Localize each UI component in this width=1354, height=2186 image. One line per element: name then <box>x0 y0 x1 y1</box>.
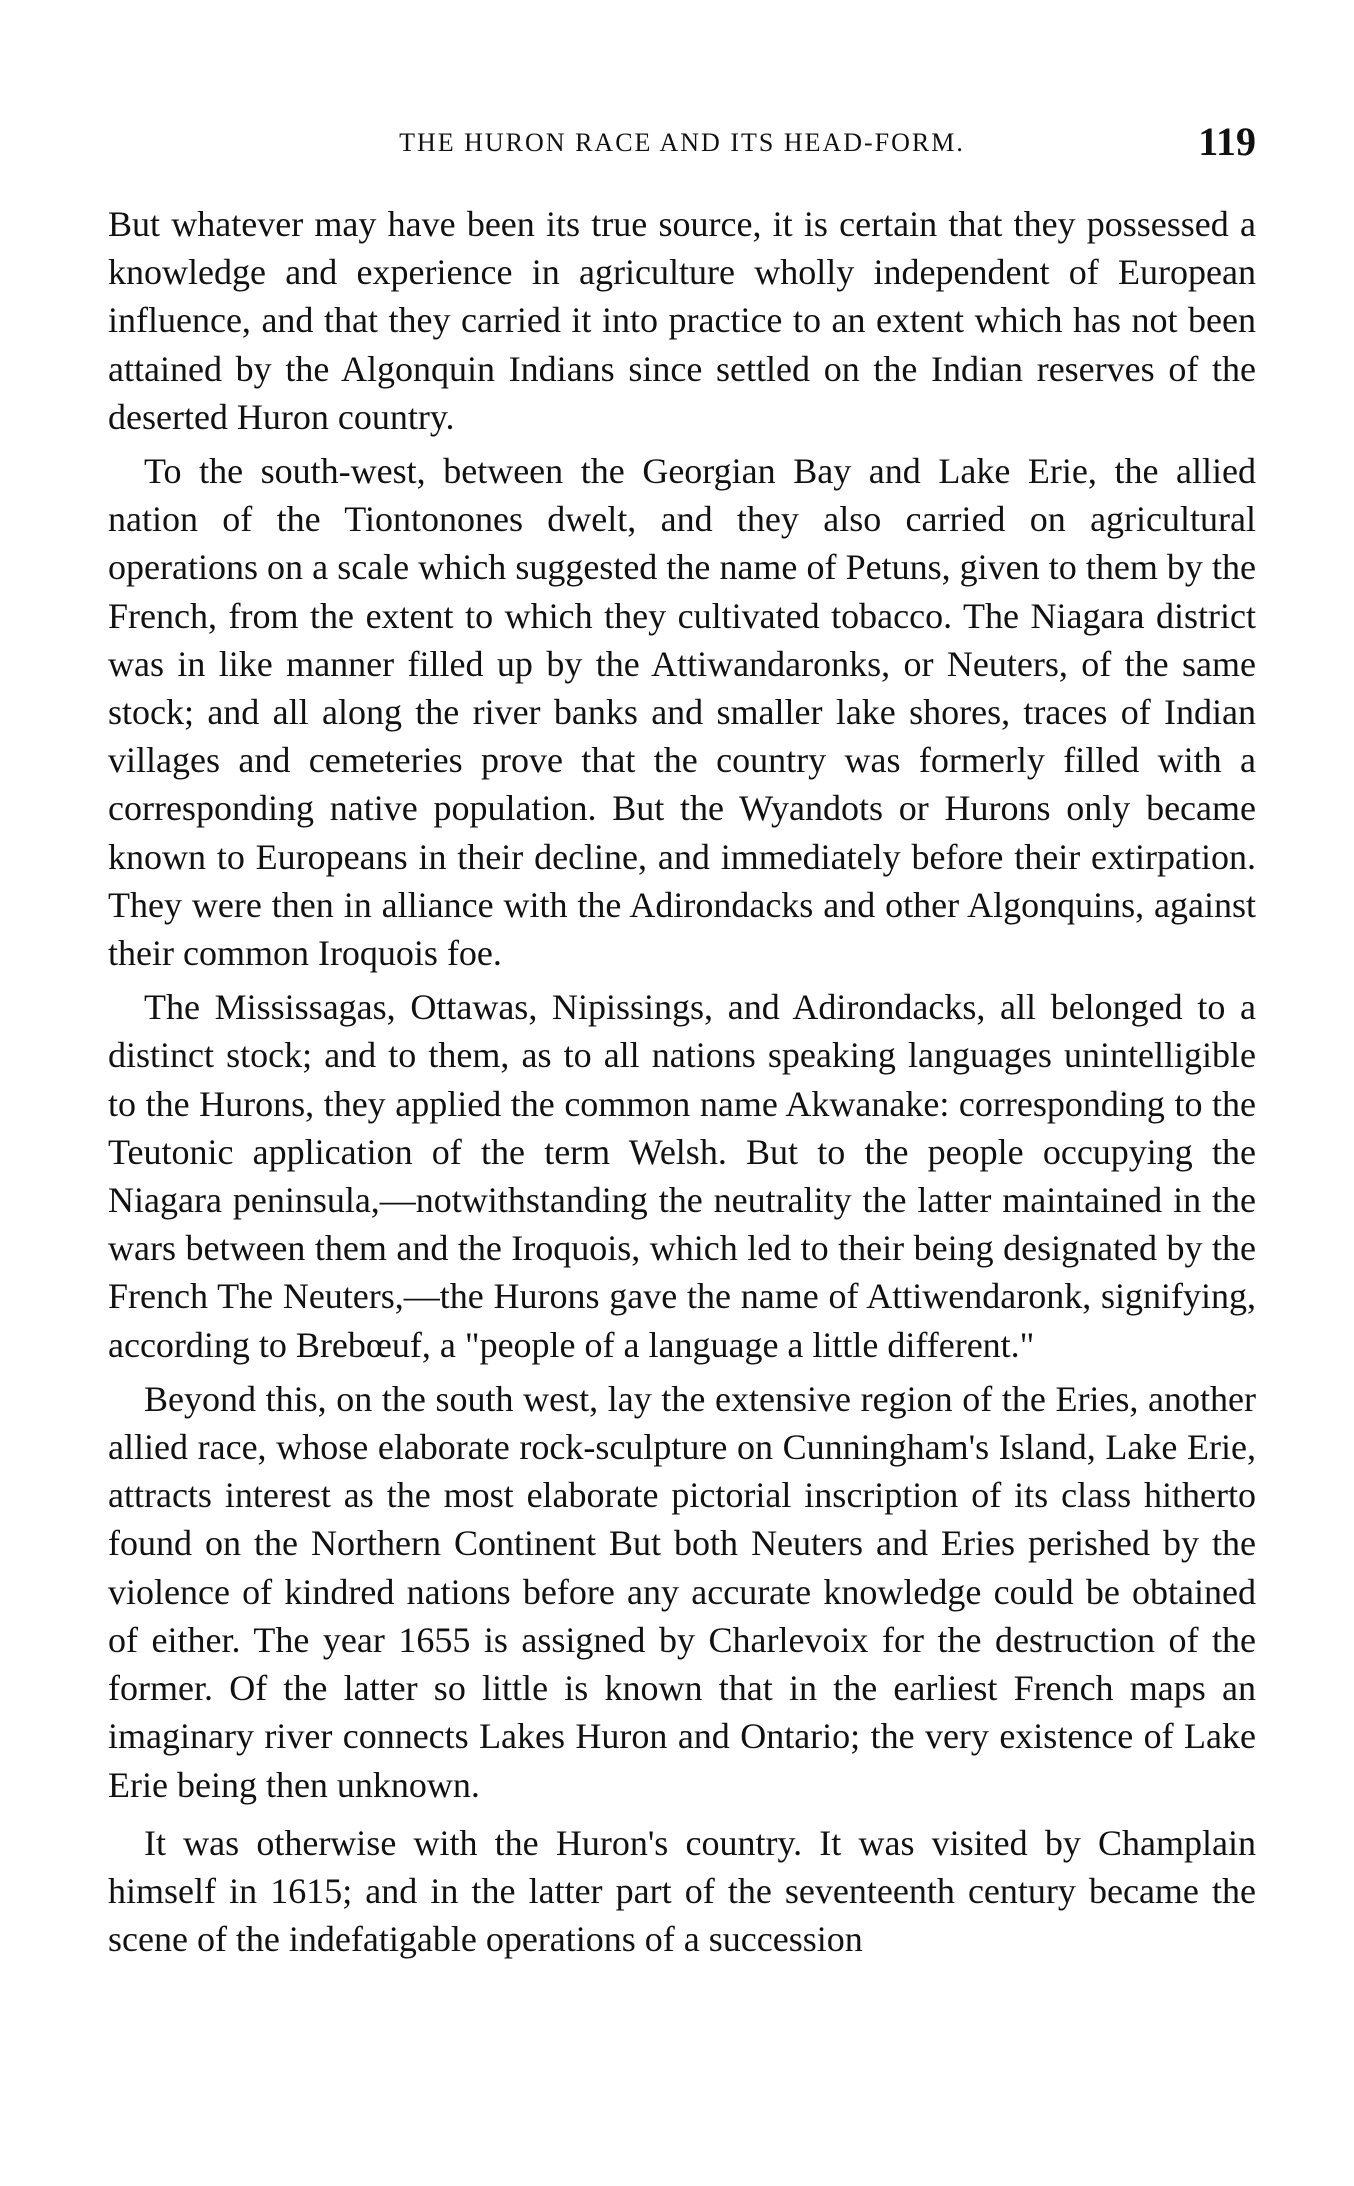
paragraph-4: Beyond this, on the south west, lay the extensive region of the Eries, another allied race, whose elaborate rock-sculpture on Cunningham's Island, Lake Erie, attracts interest as the most elaborate pictorial inscription of its class hitherto found on the Northern Continent But both Neuters and Eries perished by the violence of kindred nations before any accurate knowledge could be obtained of either. The year 1655 is assigned by Charlevoix for the destruction of the former. Of the latter so little is known that in the earliest French maps an imaginary river connects Lakes Huron and Ontario; the very existence of Lake Erie being then unknown. <box>108 1378 1256 1805</box>
paragraph-1: But whatever may have been its true source, it is certain that they possessed a knowledge and experience in agriculture wholly independent of European influence, and that they carried it into practice to an extent which has not been attained by the Algonquin Indians since settled on the Indian reserves of the deserted Huron country. <box>108 204 1256 437</box>
page-header <box>108 118 1256 168</box>
paragraph-5: It was otherwise with the Huron's country. It was visited by Champlain himself in 1615; and in the latter part of the seventeenth century became the scene of the indefatigable operations of a succession <box>108 1822 1256 1960</box>
paragraph-3: The Mississagas, Ottawas, Nipissings, and Adirondacks, all belonged to a distinct stock; and to them, as to all nations speaking languages unintelligible to the Hurons, they applied the common name Akwanake: corresponding to the Teutonic application of the term Welsh. But to the people occupying the Niagara peninsula,—notwithstanding the neutrality the latter maintained in the wars between them and the Iroquois, which led to their being designated by the French The Neuters,—the Hurons gave the name of Attiwendaronk, signifying, according to Brebœuf, a "people of a language a little different." <box>108 987 1256 1365</box>
paragraph-2: To the south-west, between the Georgian Bay and Lake Erie, the allied nation of the Tiontonones dwelt, and they also carried on agricultural operations on a scale which suggested the name of Petuns, given to them by the French, from the extent to which they cultivated tobacco. The Niagara district was in like manner filled up by the Attiwandaronks, or Neuters, of the same stock; and all along the river banks and smaller lake shores, traces of Indian villages and cemeteries prove that the country was formerly filled with a corresponding native population. But the Wyandots or Hurons only became known to Europeans in their decline, and immediately before their extirpation. They were then in alliance with the Adirondacks and other Algonquins, against their common Iroquois foe. <box>108 451 1256 974</box>
body-text <box>108 200 1256 1963</box>
running-head: THE HURON RACE AND ITS HEAD-FORM. <box>399 128 965 157</box>
page-number: 119 <box>1198 119 1256 164</box>
